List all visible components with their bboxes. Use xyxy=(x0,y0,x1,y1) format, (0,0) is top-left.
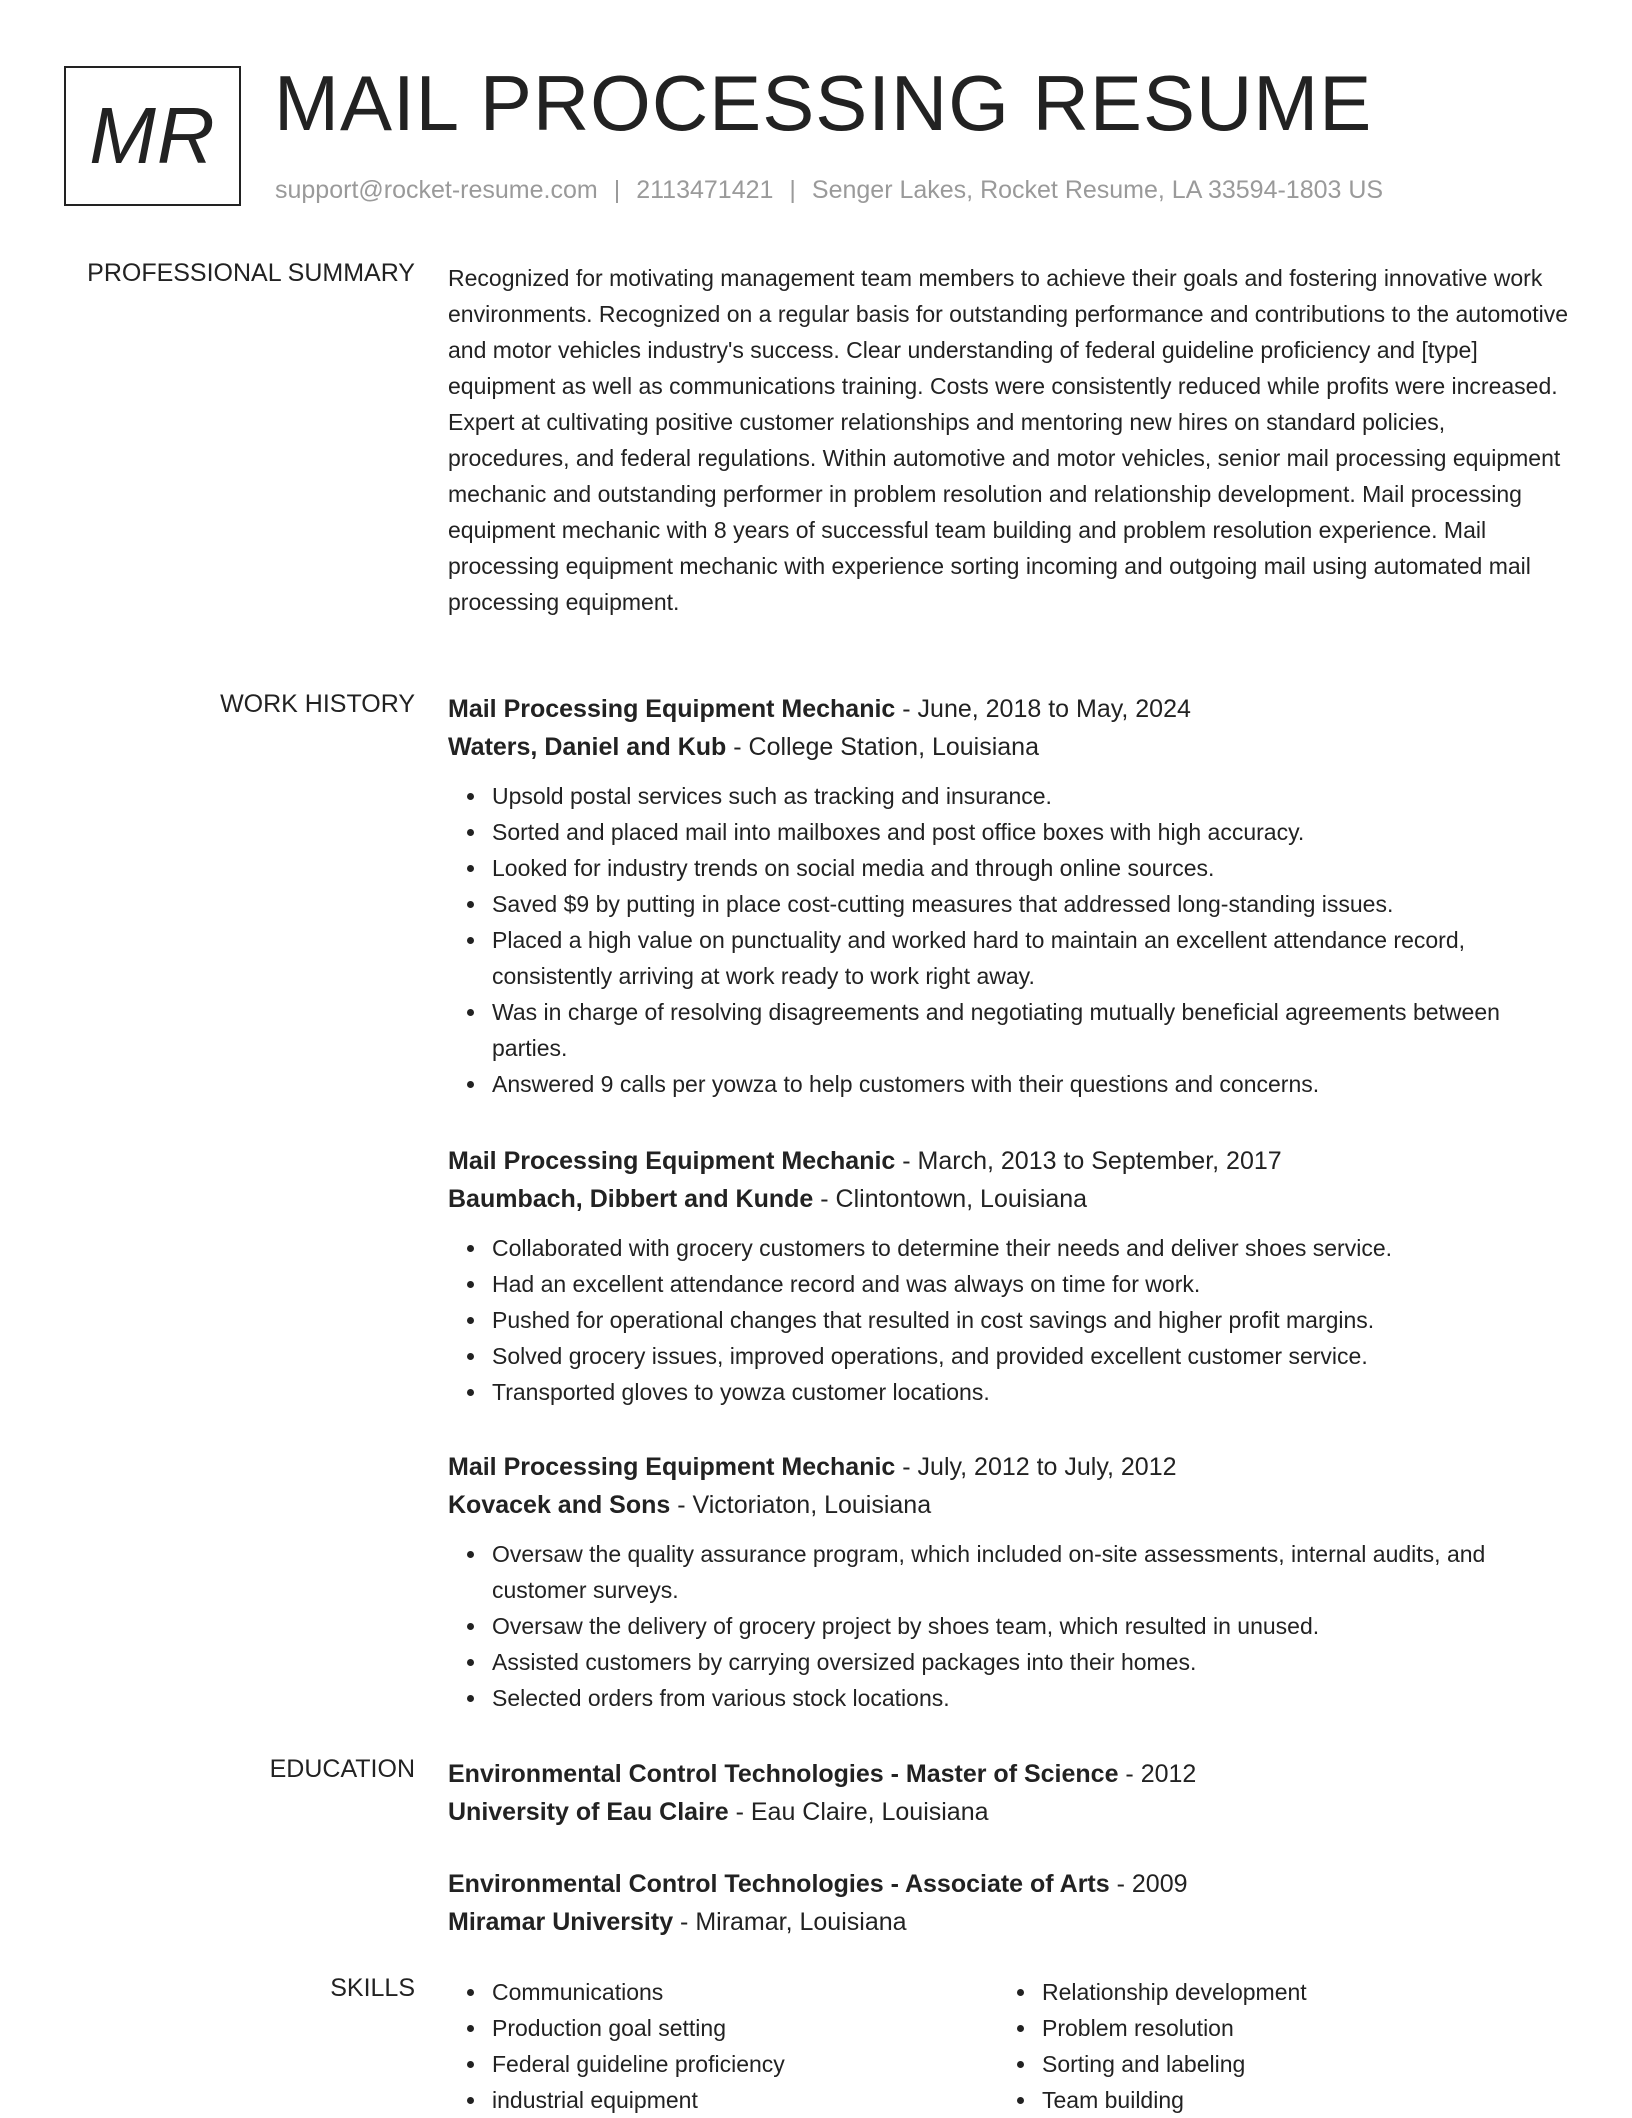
job-company-line xyxy=(448,1486,1570,1524)
skill-item: Problem resolution xyxy=(1042,2010,1548,2046)
contact-separator: | xyxy=(789,176,796,204)
contact-address: Senger Lakes, Rocket Resume, LA 33594-1803 US xyxy=(811,176,1384,204)
job-title: Mail Processing Equipment Mechanic xyxy=(448,695,896,723)
list-item: Oversaw the delivery of grocery project by shoes team, which resulted in unused. xyxy=(492,1608,1570,1644)
job-bullets xyxy=(448,1230,1570,1410)
list-item: Had an excellent attendance record and was always on time for work. xyxy=(492,1266,1570,1302)
job-entry xyxy=(448,1448,1570,1716)
job-location: - Victoriaton, Louisiana xyxy=(670,1491,932,1519)
job-location: - College Station, Louisiana xyxy=(726,733,1039,761)
school-line xyxy=(448,1793,1570,1831)
resume-title: MAIL PROCESSING RESUME xyxy=(274,59,1373,147)
job-title: Mail Processing Equipment Mechanic xyxy=(448,1147,896,1175)
job-company: Baumbach, Dibbert and Kunde xyxy=(448,1185,814,1213)
job-dates: - June, 2018 to May, 2024 xyxy=(895,695,1191,723)
section-label-summary: PROFESSIONAL SUMMARY xyxy=(87,259,415,287)
degree: Environmental Control Technologies - Associate of Arts xyxy=(448,1870,1110,1898)
contact-email[interactable]: support@rocket-resume.com xyxy=(275,176,598,204)
section-label-education: EDUCATION xyxy=(269,1755,415,1783)
job-bullets xyxy=(448,1536,1570,1716)
list-item: Was in charge of resolving disagreements and negotiating mutually beneficial agreements between parties. xyxy=(492,994,1570,1066)
list-item: Collaborated with grocery customers to determine their needs and deliver shoes service. xyxy=(492,1230,1570,1266)
section-label-skills: SKILLS xyxy=(330,1974,415,2002)
school: University of Eau Claire xyxy=(448,1798,729,1826)
job-company-line xyxy=(448,1180,1570,1218)
education-entry xyxy=(448,1755,1570,1831)
job-title-line xyxy=(448,1448,1570,1486)
skill-item: industrial equipment xyxy=(492,2082,998,2118)
school-location: - Eau Claire, Louisiana xyxy=(728,1798,989,1826)
skill-item: Relationship development xyxy=(1042,1974,1548,2010)
skill-item: Communications xyxy=(492,1974,998,2010)
job-dates: - March, 2013 to September, 2017 xyxy=(895,1147,1282,1175)
job-company: Waters, Daniel and Kub xyxy=(448,733,727,761)
list-item: Answered 9 calls per yowza to help customers with their questions and concerns. xyxy=(492,1066,1570,1102)
list-item: Looked for industry trends on social media and through online sources. xyxy=(492,850,1570,886)
skill-item: Sorting and labeling xyxy=(1042,2046,1548,2082)
list-item: Transported gloves to yowza customer locations. xyxy=(492,1374,1570,1410)
list-item: Saved $9 by putting in place cost-cutting measures that addressed long-standing issues. xyxy=(492,886,1570,922)
job-bullets xyxy=(448,778,1570,1102)
degree-line xyxy=(448,1755,1570,1793)
job-entry xyxy=(448,690,1570,1102)
summary-text: Recognized for motivating management team members to achieve their goals and fostering innovative work environments. Recognized on a regular basis for outstanding performance and contributions to the automotive and motor vehicles industry's success. Clear understanding of federal guideline proficiency and [type] equipment as well as communications training. Costs were consistently reduced while profits were increased. Expert at cultivating positive customer relationships and mentoring new hires on standard policies, procedures, and federal regulations. Within automotive and motor vehicles, senior mail processing equipment mechanic and outstanding performer in problem resolution and relationship development. Mail processing equipment mechanic with 8 years of successful team building and problem resolution experience. Mail processing equipment mechanic with experience sorting incoming and outgoing mail using automated mail processing equipment. xyxy=(448,265,1568,615)
section-label-work-history: WORK HISTORY xyxy=(220,690,415,718)
school-line xyxy=(448,1903,1570,1941)
degree: Environmental Control Technologies - Master of Science xyxy=(448,1760,1119,1788)
contact-line xyxy=(275,176,1383,205)
skills-column-right xyxy=(998,1974,1548,2118)
job-title: Mail Processing Equipment Mechanic xyxy=(448,1453,896,1481)
contact-separator: | xyxy=(613,176,621,204)
job-title-line xyxy=(448,690,1570,728)
education-entry xyxy=(448,1865,1570,1941)
list-item: Oversaw the quality assurance program, which included on-site assessments, internal audits, and customer surveys. xyxy=(492,1536,1570,1608)
skill-item: Production goal setting xyxy=(492,2010,998,2046)
contact-phone[interactable]: 2113471421 xyxy=(636,176,774,204)
list-item: Upsold postal services such as tracking and insurance. xyxy=(492,778,1570,814)
monogram-logo: MR xyxy=(64,66,241,206)
school: Miramar University xyxy=(448,1908,674,1936)
graduation-year: - 2009 xyxy=(1109,1870,1188,1898)
job-company-line xyxy=(448,728,1570,766)
job-title-line xyxy=(448,1142,1570,1180)
skill-item: Federal guideline proficiency xyxy=(492,2046,998,2082)
degree-line xyxy=(448,1865,1570,1903)
job-location: - Clintontown, Louisiana xyxy=(813,1185,1088,1213)
school-location: - Miramar, Louisiana xyxy=(673,1908,907,1936)
list-item: Sorted and placed mail into mailboxes and post office boxes with high accuracy. xyxy=(492,814,1570,850)
job-dates: - July, 2012 to July, 2012 xyxy=(895,1453,1177,1481)
list-item: Placed a high value on punctuality and worked hard to maintain an excellent attendance record, consistently arriving at work ready to work right away. xyxy=(492,922,1570,994)
job-entry xyxy=(448,1142,1570,1410)
skills-column-left xyxy=(448,1974,998,2118)
list-item: Selected orders from various stock locations. xyxy=(492,1680,1570,1716)
skills-list xyxy=(448,1974,1570,2118)
list-item: Pushed for operational changes that resulted in cost savings and higher profit margins. xyxy=(492,1302,1570,1338)
job-company: Kovacek and Sons xyxy=(448,1491,671,1519)
list-item: Solved grocery issues, improved operations, and provided excellent customer service. xyxy=(492,1338,1570,1374)
graduation-year: - 2012 xyxy=(1118,1760,1197,1788)
skill-item: Team building xyxy=(1042,2082,1548,2118)
list-item: Assisted customers by carrying oversized packages into their homes. xyxy=(492,1644,1570,1680)
